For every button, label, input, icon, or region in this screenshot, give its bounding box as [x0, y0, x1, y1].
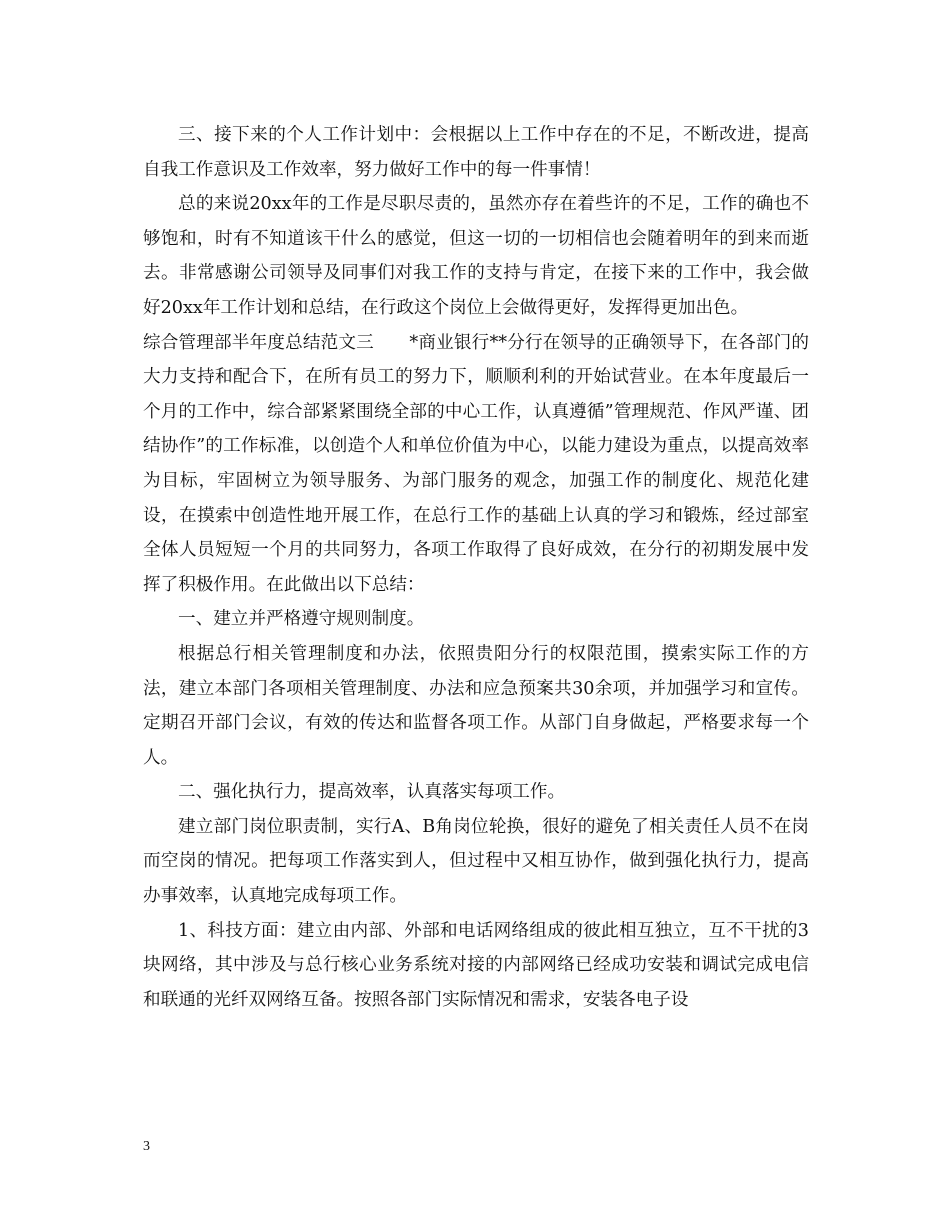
heading-rules-system: 一、建立并严格遵守规则制度。	[178, 609, 425, 630]
paragraph-technology: 1、科技方面：建立由内部、外部和电话网络组成的彼此相互独立，互不干扰的3块网络，其中涉及与总行核心业务系统对接的内部网络已经成功安装和调试完成电信和联通的光纤双网络互备。按照各部门实际情况和需求，安装各电子设	[143, 920, 809, 1010]
paragraph-summary: 总的来说20xx年的工作是尽职尽责的，虽然亦存在着些许的不足，工作的确也不够饱和，时有不知道该干什么的感觉，但这一切的一切相信也会随着明年的到来而逝去。非常感谢公司领导及同事们对我工作的支持与肯定，在接下来的工作中，我会做好20xx年工作计划和总结，在行政这个岗位上会做得更好，发挥得更加出色。	[143, 194, 809, 318]
paragraph-section-three-intro: 综合管理部半年度总结范文三 *商业银行**分行在领导的正确领导下，在各部门的大力支持和配合下，在所有员工的努力下，顺顺利利的开始试营业。在本年度最后一个月的工作中，综合部紧紧围绕全部的中心工作，认真遵循”管理规范、作风严谨、团结协作”的工作标准，以创造个人和单位价值为中心，以能力建设为重点，以提高效率为目标，牢固树立为领导服务、为部门服务的观念，加强工作的制度化、规范化建设，在摸索中创造性地开展工作，在总行工作的基础上认真的学习和锻炼，经过部室全体人员短短一个月的共同努力，各项工作取得了良好成效，在分行的初期发展中发挥了积极作用。在此做出以下总结：	[143, 332, 809, 595]
document-body	[143, 118, 809, 1017]
paragraph-rules-system: 根据总行相关管理制度和办法，依照贵阳分行的权限范围，摸索实际工作的方法，建立本部门各项相关管理制度、办法和应急预案共30余项，并加强学习和宣传。定期召开部门会议，有效的传达和监督各项工作。从部门自身做起，严格要求每一个人。	[143, 643, 809, 768]
heading-execution: 二、强化执行力，提高效率，认真落实每项工作。	[178, 782, 566, 803]
page-number: 3	[143, 1139, 150, 1154]
paragraph-execution: 建立部门岗位职责制，实行A、B角岗位轮换，很好的避免了相关责任人员不在岗而空岗的情况。把每项工作落实到人，但过程中又相互协作，做到强化执行力，提高办事效率，认真地完成每项工作。	[143, 816, 809, 907]
paragraph-work-plan: 三、接下来的个人工作计划中：会根据以上工作中存在的不足，不断改进，提高自我工作意识及工作效率，努力做好工作中的每一件事情！	[143, 125, 809, 180]
